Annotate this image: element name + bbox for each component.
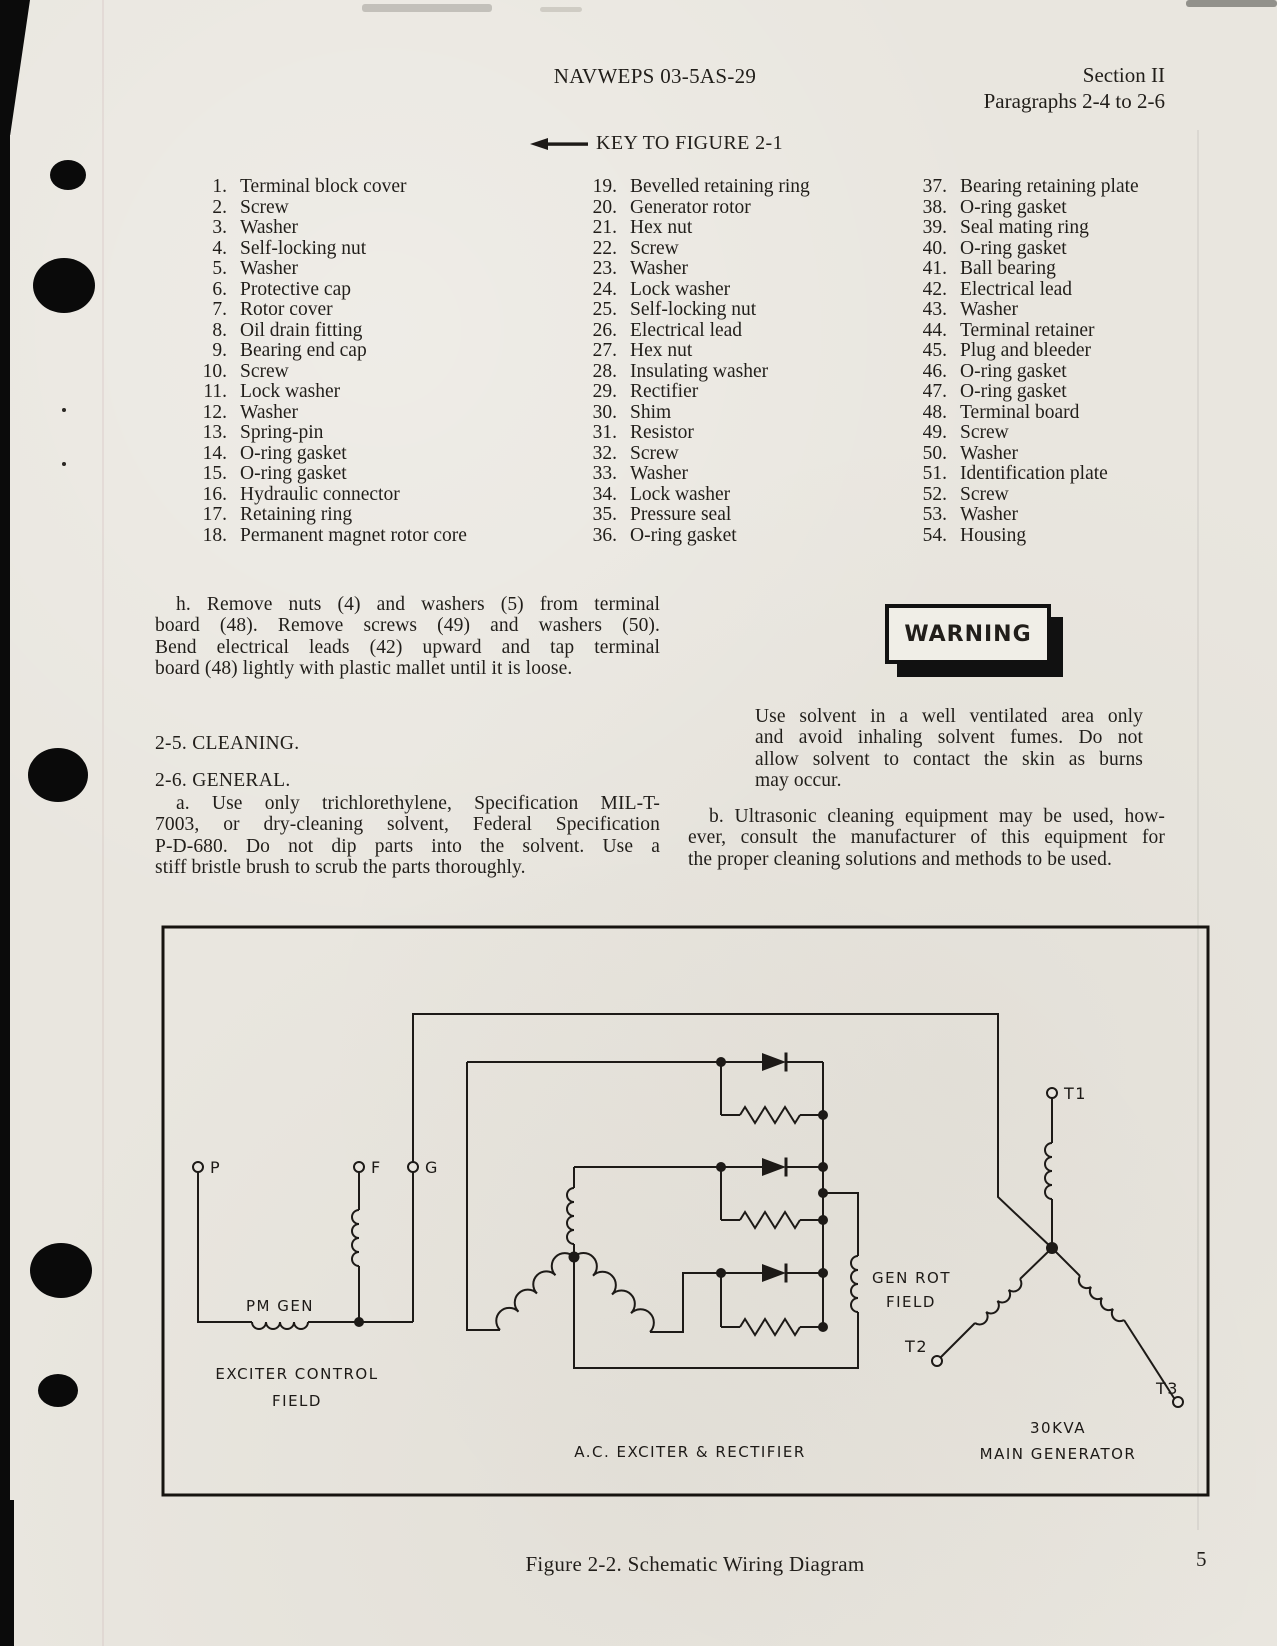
warning-label: WARNING xyxy=(904,621,1032,647)
part-label: Hydraulic connector xyxy=(240,483,400,505)
text-line: b. Ultrasonic cleaning equipment may be used, how- xyxy=(709,806,1165,827)
part-number: 3. xyxy=(212,217,227,238)
text-line: and avoid inhaling solvent fumes. Do not xyxy=(755,727,1143,749)
terminal-t3-label: T3 xyxy=(1156,1379,1179,1398)
part-number: 1. xyxy=(212,176,227,197)
part-label: Retaining ring xyxy=(240,504,353,525)
terminal-p-icon xyxy=(193,1162,203,1172)
part-label: O-ring gasket xyxy=(240,442,347,464)
part-number: 54. xyxy=(922,524,947,546)
diode-triangles xyxy=(762,1053,786,1282)
part-number: 30. xyxy=(592,401,617,423)
exciter-control-coil xyxy=(352,1210,359,1266)
part-label: Oil drain fitting xyxy=(240,319,363,341)
exciter-control-field-label-1: EXCITER CONTROL xyxy=(215,1365,379,1383)
part-number: 12. xyxy=(202,401,227,423)
part-label: Lock washer xyxy=(630,483,731,505)
part-number: 7. xyxy=(212,299,227,320)
part-number: 45. xyxy=(922,340,947,361)
figure-caption: Figure 2-2. Schematic Wiring Diagram xyxy=(525,1552,865,1576)
part-number: 34. xyxy=(592,483,617,505)
part-label: Washer xyxy=(630,463,688,484)
part-number: 44. xyxy=(922,319,947,341)
terminal-p-label: P xyxy=(210,1158,222,1177)
part-number: 8. xyxy=(212,319,227,341)
terminal-t3-icon xyxy=(1173,1397,1183,1407)
section-2-6-heading: 2-6. GENERAL. xyxy=(155,770,291,791)
terminal-f-icon xyxy=(354,1162,364,1172)
resistor-2 xyxy=(740,1212,800,1228)
part-number: 52. xyxy=(922,483,947,505)
part-number: 46. xyxy=(922,360,947,382)
part-number: 20. xyxy=(592,196,617,218)
text-line: Use solvent in a well ventilated area only xyxy=(755,706,1143,727)
diode-icon xyxy=(762,1053,786,1071)
part-label: O-ring gasket xyxy=(960,196,1067,218)
part-label: Washer xyxy=(960,299,1018,320)
part-label: Washer xyxy=(630,258,688,279)
t1-winding-coil xyxy=(1045,1143,1052,1199)
exciter-phase-c-coil xyxy=(574,1253,654,1332)
part-label: Electrical lead xyxy=(630,319,743,341)
terminal-t2-label: T2 xyxy=(905,1337,928,1356)
pm-gen-coil xyxy=(252,1322,308,1329)
part-number: 38. xyxy=(922,196,947,218)
main-generator-label-2: MAIN GENERATOR xyxy=(979,1445,1137,1463)
part-number: 43. xyxy=(922,299,947,320)
part-label: Terminal retainer xyxy=(960,319,1095,341)
part-label: Permanent magnet rotor core xyxy=(240,524,467,546)
part-label: Self-locking nut xyxy=(630,299,757,320)
part-number: 29. xyxy=(592,381,617,402)
part-label: Spring-pin xyxy=(240,422,324,443)
part-label: Screw xyxy=(630,237,679,259)
gen-rot-field-coil xyxy=(851,1256,858,1312)
text-line: board (48). Remove screws (49) and washers (50). xyxy=(155,615,660,637)
paragraph-range: Paragraphs 2-4 to 2-6 xyxy=(983,89,1165,113)
text-line: board (48) lightly with plastic mallet until it is loose. xyxy=(155,657,573,679)
t2-winding-coil xyxy=(975,1279,1021,1324)
text-line: 7003, or dry-cleaning solvent, Federal Specification xyxy=(155,814,660,836)
terminal-t1-icon xyxy=(1047,1088,1057,1098)
part-number: 22. xyxy=(592,237,617,259)
part-label: Protective cap xyxy=(240,278,351,300)
part-label: O-ring gasket xyxy=(240,463,347,484)
part-number: 16. xyxy=(202,483,227,505)
part-number: 28. xyxy=(592,360,617,382)
exciter-control-field-label-2: FIELD xyxy=(272,1392,322,1410)
part-label: Bearing retaining plate xyxy=(960,176,1139,197)
part-number: 35. xyxy=(592,504,617,525)
part-label: Seal mating ring xyxy=(960,217,1089,238)
part-number: 31. xyxy=(592,422,617,443)
section-title: Section II xyxy=(1082,63,1165,87)
part-label: Screw xyxy=(960,422,1009,443)
part-label: Screw xyxy=(960,483,1009,505)
part-label: Shim xyxy=(630,401,672,423)
part-label: Insulating washer xyxy=(630,360,769,382)
schematic-wires xyxy=(198,1014,1174,1398)
part-label: Rectifier xyxy=(630,381,699,402)
text-line: stiff bristle brush to scrub the parts thoroughly. xyxy=(155,856,526,878)
resistor-3 xyxy=(740,1319,800,1335)
part-label: Washer xyxy=(960,504,1018,525)
part-label: Generator rotor xyxy=(630,196,751,218)
part-label: Hex nut xyxy=(630,340,693,361)
part-label: O-ring gasket xyxy=(960,237,1067,259)
part-label: Washer xyxy=(240,217,298,238)
terminal-g-icon xyxy=(408,1162,418,1172)
part-number: 6. xyxy=(212,278,227,300)
text-line: Bend electrical leads (42) upward and tap terminal xyxy=(155,636,660,658)
part-number: 11. xyxy=(203,381,227,402)
part-number: 24. xyxy=(592,278,617,300)
part-label: Rotor cover xyxy=(240,299,333,320)
text-line: allow solvent to contact the skin as burns xyxy=(755,748,1143,770)
exciter-phase-b-coil xyxy=(567,1188,574,1244)
part-number: 39. xyxy=(922,217,947,238)
text-line: P-D-680. Do not dip parts into the solvent. Use a xyxy=(155,835,660,857)
part-label: Self-locking nut xyxy=(240,237,367,259)
part-number: 17. xyxy=(202,504,227,525)
part-label: Washer xyxy=(960,442,1018,464)
text-line: may occur. xyxy=(755,769,842,791)
doc-number: NAVWEPS 03-5AS-29 xyxy=(553,64,757,88)
diode-icon xyxy=(762,1158,786,1176)
part-number: 9. xyxy=(212,340,227,361)
part-number: 2. xyxy=(212,196,227,218)
part-number: 50. xyxy=(922,442,947,464)
wire-paths xyxy=(198,1014,1174,1398)
part-number: 42. xyxy=(922,278,947,300)
terminal-circles xyxy=(193,1088,1183,1407)
part-number: 15. xyxy=(202,463,227,484)
part-number: 14. xyxy=(202,442,227,464)
part-label: Screw xyxy=(240,196,289,218)
terminal-t1-label: T1 xyxy=(1064,1084,1087,1103)
part-label: Hex nut xyxy=(630,217,693,238)
part-number: 21. xyxy=(592,217,617,238)
part-number: 40. xyxy=(922,237,947,259)
resistor-1 xyxy=(740,1107,800,1123)
part-label: Electrical lead xyxy=(960,278,1073,300)
part-number: 27. xyxy=(592,340,617,361)
part-number: 32. xyxy=(592,442,617,464)
part-label: Bevelled retaining ring xyxy=(630,176,810,197)
text-line: the proper cleaning solutions and methods to be used. xyxy=(688,848,1112,870)
part-number: 47. xyxy=(922,381,947,402)
part-label: O-ring gasket xyxy=(960,381,1067,402)
part-number: 26. xyxy=(592,319,617,341)
part-number: 33. xyxy=(592,463,617,484)
text-line: h. Remove nuts (4) and washers (5) from terminal xyxy=(176,594,660,615)
text-line: a. Use only trichlorethylene, Specification MIL-T- xyxy=(176,793,660,814)
exciter-phase-a-coil xyxy=(496,1253,574,1330)
part-number: 49. xyxy=(922,422,947,443)
pm-gen-label: PM GEN xyxy=(245,1297,315,1315)
part-number: 48. xyxy=(922,401,947,423)
part-label: Washer xyxy=(240,258,298,279)
part-number: 23. xyxy=(592,258,617,279)
part-number: 53. xyxy=(922,504,947,525)
part-number: 5. xyxy=(212,258,227,279)
part-label: Lock washer xyxy=(240,381,341,402)
part-label: Identification plate xyxy=(960,463,1108,484)
part-label: Washer xyxy=(240,401,298,423)
junction-dots xyxy=(354,1057,1058,1332)
part-label: Lock washer xyxy=(630,278,731,300)
ac-exciter-rectifier-label: A.C. EXCITER & RECTIFIER xyxy=(574,1443,806,1461)
page-number: 5 xyxy=(1196,1547,1207,1571)
part-label: Plug and bleeder xyxy=(960,340,1092,361)
part-label: Terminal board xyxy=(960,401,1080,423)
part-label: Bearing end cap xyxy=(240,340,367,361)
part-number: 4. xyxy=(212,237,227,259)
terminal-f-label: F xyxy=(371,1158,382,1177)
part-label: O-ring gasket xyxy=(960,360,1067,382)
text-line: ever, consult the manufacturer of this equipment for xyxy=(688,827,1165,849)
part-label: Pressure seal xyxy=(630,504,732,525)
section-2-5-heading: 2-5. CLEANING. xyxy=(155,733,300,754)
part-number: 36. xyxy=(592,524,617,546)
t3-winding-coil xyxy=(1079,1276,1124,1321)
diode-icon xyxy=(762,1264,786,1282)
terminal-g-label: G xyxy=(425,1158,439,1177)
part-number: 13. xyxy=(202,422,227,443)
part-number: 37. xyxy=(922,176,947,197)
part-number: 41. xyxy=(922,258,947,279)
key-title: KEY TO FIGURE 2-1 xyxy=(596,132,783,154)
part-number: 19. xyxy=(592,176,617,197)
part-label: Ball bearing xyxy=(960,258,1056,279)
part-number: 25. xyxy=(592,299,617,320)
part-label: Housing xyxy=(960,524,1027,546)
part-label: Screw xyxy=(630,442,679,464)
part-number: 10. xyxy=(202,360,227,382)
gen-rot-field-label-2: FIELD xyxy=(886,1293,936,1311)
part-label: Screw xyxy=(240,360,289,382)
terminal-t2-icon xyxy=(932,1356,942,1366)
part-label: Terminal block cover xyxy=(240,176,407,197)
part-number: 51. xyxy=(922,463,947,484)
part-label: O-ring gasket xyxy=(630,524,737,546)
part-label: Resistor xyxy=(630,422,694,443)
part-number: 18. xyxy=(202,524,227,546)
main-generator-label-1: 30KVA xyxy=(1030,1419,1086,1437)
gen-rot-field-label-1: GEN ROT xyxy=(872,1269,951,1287)
